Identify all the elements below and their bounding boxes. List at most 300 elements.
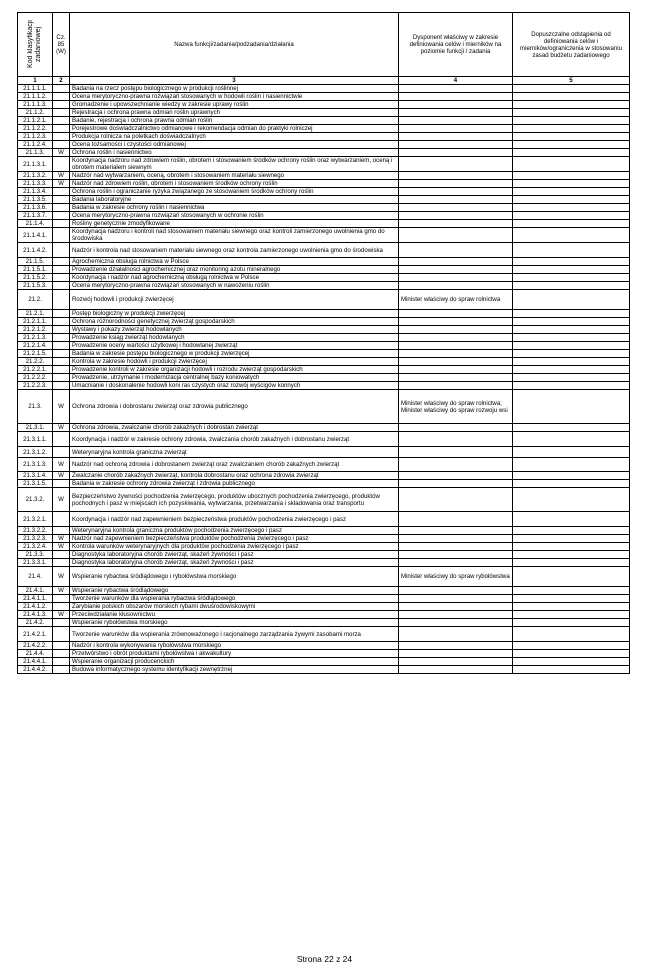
row-code: 21.1.3.5. (18, 196, 53, 204)
row-exceptions (513, 666, 630, 674)
row-code: 21.2.1.4. (18, 342, 53, 350)
row-w-flag (53, 366, 70, 374)
row-w-flag (53, 85, 70, 93)
row-code: 21.3.1.4. (18, 472, 53, 480)
column-number: 2 (53, 77, 70, 85)
row-w-flag (53, 650, 70, 658)
row-name: Diagnostyka laboratoryjna chorób zwierząt, skażeń żywności i pasz (70, 559, 399, 567)
row-exceptions (513, 424, 630, 432)
row-dysponent: Minister właściwy do spraw rybołówstwa (399, 567, 513, 587)
row-w-flag (53, 290, 70, 310)
row-code: 21.1.2.1. (18, 117, 53, 125)
row-dysponent (399, 374, 513, 382)
row-w-flag (53, 274, 70, 282)
row-code: 21.4.4.1. (18, 658, 53, 666)
row-w-flag (53, 310, 70, 318)
row-dysponent (399, 85, 513, 93)
table-row (18, 366, 630, 374)
row-name: Koordynacja i nadzór w zakresie ochrony zdrowia, zwalczania chorób zakaźnych i dobrostanu zwierząt (70, 432, 399, 447)
row-exceptions (513, 595, 630, 603)
row-dysponent (399, 350, 513, 358)
row-name: Zarybianie polskich obszarów morskich rybami dwuśrodowiskowymi (70, 603, 399, 611)
row-code: 21.3.2. (18, 488, 53, 512)
row-exceptions (513, 149, 630, 157)
row-exceptions (513, 650, 630, 658)
row-name: Ochrona zdrowia, zwalczanie chorób zakaźnych i dobrostan zwierząt (70, 424, 399, 432)
header-name: Nazwa funkcji/zadania/podzadania/działania (70, 13, 399, 77)
row-name: Kontrola w zakresie hodowli i produkcji zwierzęcej (70, 358, 399, 366)
row-w-flag: W (53, 543, 70, 551)
row-dysponent (399, 488, 513, 512)
row-name: Nadzór nad zapewnieniem bezpieczeństwa produktów pochodzenia zwierzęcego i pasz (70, 535, 399, 543)
row-name: Wspieranie organizacji producenckich (70, 658, 399, 666)
row-code: 21.1.4. (18, 220, 53, 228)
row-dysponent (399, 266, 513, 274)
row-dysponent (399, 180, 513, 188)
header-dysponent: Dysponent właściwy w zakresie definiowania celów i mierników na poziomie funkcji / zadania (399, 13, 513, 77)
table-row (18, 595, 630, 603)
row-dysponent (399, 543, 513, 551)
table-row (18, 424, 630, 432)
row-w-flag (53, 642, 70, 650)
table-row (18, 382, 630, 390)
row-w-flag (53, 334, 70, 342)
row-dysponent (399, 149, 513, 157)
row-dysponent (399, 204, 513, 212)
row-dysponent (399, 512, 513, 527)
row-w-flag: W (53, 180, 70, 188)
table-row (18, 318, 630, 326)
table-row (18, 149, 630, 157)
row-exceptions (513, 220, 630, 228)
table-row (18, 535, 630, 543)
row-code: 21.3.1.2. (18, 447, 53, 458)
row-code: 21.3.3. (18, 551, 53, 559)
row-name: Weterynaryjna kontrola graniczna zwierząt (70, 447, 399, 458)
table-row (18, 543, 630, 551)
column-number-row (18, 77, 630, 85)
row-name: Rozwój hodowli i produkcji zwierzęcej (70, 290, 399, 310)
row-dysponent (399, 274, 513, 282)
header-exceptions: Dopuszczalne odstąpienia od definiowania celów i mierników/ograniczenia w stosowaniu zasad budżetu zadaniowego (513, 13, 630, 77)
row-name: Bezpieczeństwo żywności pochodzenia zwierzęcego, produktów ubocznych pochodzenia zwierzęcego, produktów pochodnych i pasz w miejscach ich pozyskiwania, wytwarzania, przetwarzania i składowania oraz transportu (70, 488, 399, 512)
row-name: Prowadzenie działalności agrochemicznej oraz monitoring azotu mineralnego (70, 266, 399, 274)
row-name: Ocena merytoryczno-prawna rozwiązań stosowanych w ochronie roślin (70, 212, 399, 220)
row-dysponent (399, 666, 513, 674)
row-exceptions (513, 480, 630, 488)
row-w-flag (53, 117, 70, 125)
row-name: Diagnostyka laboratoryjna chorób zwierząt, skażeń żywności i pasz (70, 551, 399, 559)
row-exceptions (513, 559, 630, 567)
row-dysponent (399, 220, 513, 228)
row-dysponent (399, 611, 513, 619)
column-number: 1 (18, 77, 53, 85)
row-exceptions (513, 472, 630, 480)
table-row (18, 212, 630, 220)
row-code: 21.1.5. (18, 258, 53, 266)
row-name: Przeciwdziałanie kłusownictwu (70, 611, 399, 619)
row-name: Wspieranie rybołówstwa morskiego (70, 619, 399, 627)
row-code: 21.1.2. (18, 109, 53, 117)
header-code (18, 13, 53, 77)
row-exceptions (513, 310, 630, 318)
row-w-flag: W (53, 488, 70, 512)
row-w-flag (53, 480, 70, 488)
table-row (18, 157, 630, 172)
table-row (18, 642, 630, 650)
row-name: Badania w zakresie postępu biologicznego w produkcji zwierzęcej (70, 350, 399, 358)
row-dysponent (399, 133, 513, 141)
row-exceptions (513, 180, 630, 188)
row-dysponent (399, 93, 513, 101)
table-row (18, 480, 630, 488)
table-row (18, 93, 630, 101)
row-code: 21.2.1.2. (18, 326, 53, 334)
row-dysponent (399, 642, 513, 650)
row-dysponent (399, 258, 513, 266)
row-w-flag (53, 350, 70, 358)
row-name: Rośliny genetycznie zmodyfikowane (70, 220, 399, 228)
row-w-flag (53, 666, 70, 674)
row-w-flag (53, 595, 70, 603)
row-w-flag (53, 551, 70, 559)
row-name: Ocena merytoryczno-prawna rozwiązań stosowanych w hodowli roślin i nasiennictwie (70, 93, 399, 101)
table-row (18, 326, 630, 334)
row-exceptions (513, 93, 630, 101)
row-w-flag: W (53, 172, 70, 180)
row-dysponent (399, 587, 513, 595)
row-w-flag (53, 318, 70, 326)
row-code: 21.2.1.1. (18, 318, 53, 326)
row-exceptions (513, 366, 630, 374)
row-code: 21.1.2.4. (18, 141, 53, 149)
row-code: 21.2.1. (18, 310, 53, 318)
row-code: 21.1.3.3. (18, 180, 53, 188)
row-exceptions (513, 551, 630, 559)
row-dysponent (399, 282, 513, 290)
row-w-flag: W (53, 458, 70, 472)
row-code: 21.1.3.1. (18, 157, 53, 172)
table-row (18, 125, 630, 133)
table-row (18, 101, 630, 109)
row-code: 21.1.1.2. (18, 93, 53, 101)
row-name: Ochrona roślin i ograniczanie ryzyka związanego ze stosowaniem środków ochrony roślin (70, 188, 399, 196)
table-row (18, 619, 630, 627)
row-code: 21.3.1.3. (18, 458, 53, 472)
row-dysponent (399, 157, 513, 172)
row-code: 21.3.2.4. (18, 543, 53, 551)
row-name: Ochrona różnorodności genetycznej zwierząt gospodarskich (70, 318, 399, 326)
row-w-flag: W (53, 587, 70, 595)
row-exceptions (513, 512, 630, 527)
table-row (18, 432, 630, 447)
table-row (18, 141, 630, 149)
row-name: Ochrona zdrowia i dobrostanu zwierząt oraz zdrowia publicznego (70, 390, 399, 424)
row-dysponent (399, 658, 513, 666)
row-name: Badania na rzecz postępu biologicznego w produkcji roślinnej (70, 85, 399, 93)
row-w-flag (53, 447, 70, 458)
row-exceptions (513, 196, 630, 204)
row-code: 21.3.2.2. (18, 527, 53, 535)
row-w-flag (53, 374, 70, 382)
table-row (18, 228, 630, 243)
table-row (18, 458, 630, 472)
row-w-flag (53, 282, 70, 290)
row-exceptions (513, 243, 630, 258)
row-exceptions (513, 642, 630, 650)
row-name: Produkcja rolnicza na poletkach doświadczalnych (70, 133, 399, 141)
row-dysponent (399, 109, 513, 117)
table-row (18, 266, 630, 274)
row-code: 21.2.2.3. (18, 382, 53, 390)
row-code: 21.2.2. (18, 358, 53, 366)
row-name: Prowadzenie kontroli w zakresie organizacji hodowli i rozrodu zwierząt gospodarskich (70, 366, 399, 374)
row-w-flag (53, 157, 70, 172)
row-w-flag: W (53, 567, 70, 587)
row-code: 21.1.4.2. (18, 243, 53, 258)
row-exceptions (513, 266, 630, 274)
table-row (18, 133, 630, 141)
row-w-flag (53, 109, 70, 117)
column-number: 3 (70, 77, 399, 85)
row-code: 21.4.1.2. (18, 603, 53, 611)
row-dysponent (399, 472, 513, 480)
header-w: Cz. 85 (W) (53, 13, 70, 77)
table-row (18, 117, 630, 125)
row-code: 21.1.3. (18, 149, 53, 157)
row-dysponent (399, 310, 513, 318)
row-name: Prowadzenie oceny wartości użytkowej i hodowlanej zwierząt (70, 342, 399, 350)
row-name: Wystawy i pokazy zwierząt hodowlanych (70, 326, 399, 334)
row-name: Koordynacja i nadzór nad agrochemiczną obsługą rolnictwa w Polsce (70, 274, 399, 282)
row-exceptions (513, 458, 630, 472)
row-dysponent (399, 141, 513, 149)
row-w-flag: W (53, 424, 70, 432)
row-code: 21.1.2.2. (18, 125, 53, 133)
row-code: 21.3.3.1. (18, 559, 53, 567)
row-code: 21.3.2.3. (18, 535, 53, 543)
table-row (18, 551, 630, 559)
table-row (18, 488, 630, 512)
table-row (18, 447, 630, 458)
row-exceptions (513, 85, 630, 93)
row-name: Przetwórstwo i obrót produktami rybołówstwa i akwakultury (70, 650, 399, 658)
table-row (18, 390, 630, 424)
row-exceptions (513, 212, 630, 220)
row-dysponent (399, 447, 513, 458)
row-code: 21.1.3.6. (18, 204, 53, 212)
row-name: Koordynacja i nadzór nad zapewnieniem bezpieczeństwa produktów pochodzenia zwierzęcego i pasz (70, 512, 399, 527)
table-row (18, 310, 630, 318)
row-dysponent (399, 595, 513, 603)
table-row (18, 512, 630, 527)
row-w-flag (53, 125, 70, 133)
row-dysponent (399, 559, 513, 567)
row-exceptions (513, 382, 630, 390)
row-exceptions (513, 282, 630, 290)
row-w-flag (53, 358, 70, 366)
page-footer: Strona 22 z 24 (296, 954, 353, 964)
row-dysponent (399, 480, 513, 488)
header-row (18, 13, 630, 77)
row-w-flag: W (53, 535, 70, 543)
row-code: 21.3.1.1. (18, 432, 53, 447)
row-w-flag (53, 382, 70, 390)
row-dysponent (399, 432, 513, 447)
row-name: Rejestracja i ochrona prawna odmian roślin uprawnych (70, 109, 399, 117)
row-dysponent: Minister właściwy do spraw rolnictwa; Minister właściwy do spraw rozwoju wsi (399, 390, 513, 424)
table-row (18, 180, 630, 188)
row-exceptions (513, 274, 630, 282)
row-name: Prowadzenie, utrzymanie i modernizacja centralnej bazy koniowatych (70, 374, 399, 382)
row-code: 21.4.2.1. (18, 627, 53, 642)
column-number: 5 (513, 77, 630, 85)
row-code: 21.1.1.1. (18, 85, 53, 93)
table-row (18, 274, 630, 282)
row-w-flag (53, 196, 70, 204)
row-name: Ocena merytoryczno-prawna rozwiązań stosowanych w nawożeniu roślin (70, 282, 399, 290)
row-w-flag: W (53, 390, 70, 424)
row-exceptions (513, 326, 630, 334)
row-name: Nadzór i kontrola wykonywania rybołówstwa morskiego (70, 642, 399, 650)
row-w-flag (53, 627, 70, 642)
row-w-flag: W (53, 472, 70, 480)
row-dysponent (399, 188, 513, 196)
row-dysponent (399, 334, 513, 342)
table-row (18, 472, 630, 480)
row-dysponent (399, 117, 513, 125)
row-name: Gromadzenie i upowszechnianie wiedzy w zakresie uprawy roślin (70, 101, 399, 109)
row-code: 21.1.3.2. (18, 172, 53, 180)
row-dysponent (399, 382, 513, 390)
row-code: 21.3.1. (18, 424, 53, 432)
row-name: Agrochemiczna obsługa rolnictwa w Polsce (70, 258, 399, 266)
row-dysponent (399, 125, 513, 133)
row-w-flag (53, 658, 70, 666)
row-exceptions (513, 603, 630, 611)
row-exceptions (513, 350, 630, 358)
row-dysponent (399, 535, 513, 543)
row-name: Tworzenie warunków dla wspierania rybactwa śródlądowego (70, 595, 399, 603)
row-exceptions (513, 228, 630, 243)
row-exceptions (513, 535, 630, 543)
row-name: Zwalczanie chorób zakaźnych zwierząt, kontrola dobrostanu oraz ochrona zdrowia zwierząt (70, 472, 399, 480)
row-code: 21.1.3.4. (18, 188, 53, 196)
row-exceptions (513, 390, 630, 424)
row-exceptions (513, 109, 630, 117)
row-code: 21.2.1.3. (18, 334, 53, 342)
row-dysponent (399, 326, 513, 334)
row-code: 21.1.1.3. (18, 101, 53, 109)
row-name: Nadzór i kontrola nad stosowaniem materiału siewnego oraz kontrola zamierzonego uwolnienia gmo do środowiska (70, 243, 399, 258)
row-dysponent (399, 342, 513, 350)
row-name: Badania w zakresie ochrony roślin i nasiennictwa (70, 204, 399, 212)
row-name: Badanie, rejestracja i ochrona prawna odmian roślin (70, 117, 399, 125)
row-exceptions (513, 342, 630, 350)
row-dysponent (399, 424, 513, 432)
row-w-flag (53, 527, 70, 535)
table-row (18, 109, 630, 117)
row-name: Nadzór nad wytwarzaniem, oceną, obrotem i stosowaniem materiału siewnego (70, 172, 399, 180)
row-dysponent (399, 212, 513, 220)
row-w-flag (53, 326, 70, 334)
table-body (18, 85, 630, 674)
row-code: 21.4.1. (18, 587, 53, 595)
row-w-flag (53, 204, 70, 212)
row-code: 21.4.1.3. (18, 611, 53, 619)
row-exceptions (513, 258, 630, 266)
row-code: 21.3.2.1. (18, 512, 53, 527)
table-row (18, 567, 630, 587)
row-dysponent: Minister właściwy do spraw rolnictwa (399, 290, 513, 310)
row-exceptions (513, 374, 630, 382)
row-dysponent (399, 172, 513, 180)
table-row (18, 666, 630, 674)
row-code: 21.3.1.5. (18, 480, 53, 488)
table-row (18, 85, 630, 93)
table-row (18, 611, 630, 619)
row-w-flag: W (53, 611, 70, 619)
table-row (18, 658, 630, 666)
row-code: 21.1.4.1. (18, 228, 53, 243)
table-row (18, 350, 630, 358)
table-row (18, 603, 630, 611)
table-row (18, 650, 630, 658)
row-w-flag (53, 559, 70, 567)
row-name: Badania laboratoryjne (70, 196, 399, 204)
row-name: Umacnianie i doskonalenie hodowli koni ras czystych oraz rozwój wyścigów konnych (70, 382, 399, 390)
row-dysponent (399, 101, 513, 109)
row-exceptions (513, 141, 630, 149)
table-row (18, 290, 630, 310)
row-code: 21.4.1.1. (18, 595, 53, 603)
row-code: 21.4.4.2. (18, 666, 53, 674)
row-name: Wspieranie rybactwa śródlądowego i rybołówstwa morskiego (70, 567, 399, 587)
row-name: Badania w zakresie ochrony zdrowia zwierząt i zdrowia publicznego (70, 480, 399, 488)
row-exceptions (513, 125, 630, 133)
row-code: 21.1.5.2. (18, 274, 53, 282)
row-name: Kontrola warunków weterynaryjnych dla produktów pochodzenia zwierzęcego i pasz (70, 543, 399, 551)
row-dysponent (399, 243, 513, 258)
row-exceptions (513, 543, 630, 551)
table-row (18, 342, 630, 350)
row-dysponent (399, 196, 513, 204)
row-name: Nadzór nad ochroną zdrowia i dobrostanem zwierząt oraz zwalczaniem chorób zakaźnych zwierząt (70, 458, 399, 472)
row-dysponent (399, 650, 513, 658)
row-code: 21.2.2.1. (18, 366, 53, 374)
row-w-flag (53, 220, 70, 228)
row-w-flag (53, 133, 70, 141)
row-dysponent (399, 627, 513, 642)
row-dysponent (399, 551, 513, 559)
row-dysponent (399, 527, 513, 535)
table-row (18, 358, 630, 366)
row-w-flag (53, 619, 70, 627)
row-exceptions (513, 157, 630, 172)
row-exceptions (513, 204, 630, 212)
row-exceptions (513, 567, 630, 587)
row-dysponent (399, 318, 513, 326)
row-code: 21.4.4. (18, 650, 53, 658)
row-name: Postęp biologiczny w produkcji zwierzęcej (70, 310, 399, 318)
row-name: Prowadzenie ksiąg zwierząt hodowlanych (70, 334, 399, 342)
row-exceptions (513, 432, 630, 447)
row-exceptions (513, 627, 630, 642)
row-w-flag (53, 141, 70, 149)
row-name: Tworzenie warunków dla wspierania zrównoważonego i racjonalnego zarządzania żywymi zasobami morza (70, 627, 399, 642)
row-w-flag (53, 342, 70, 350)
row-dysponent (399, 366, 513, 374)
